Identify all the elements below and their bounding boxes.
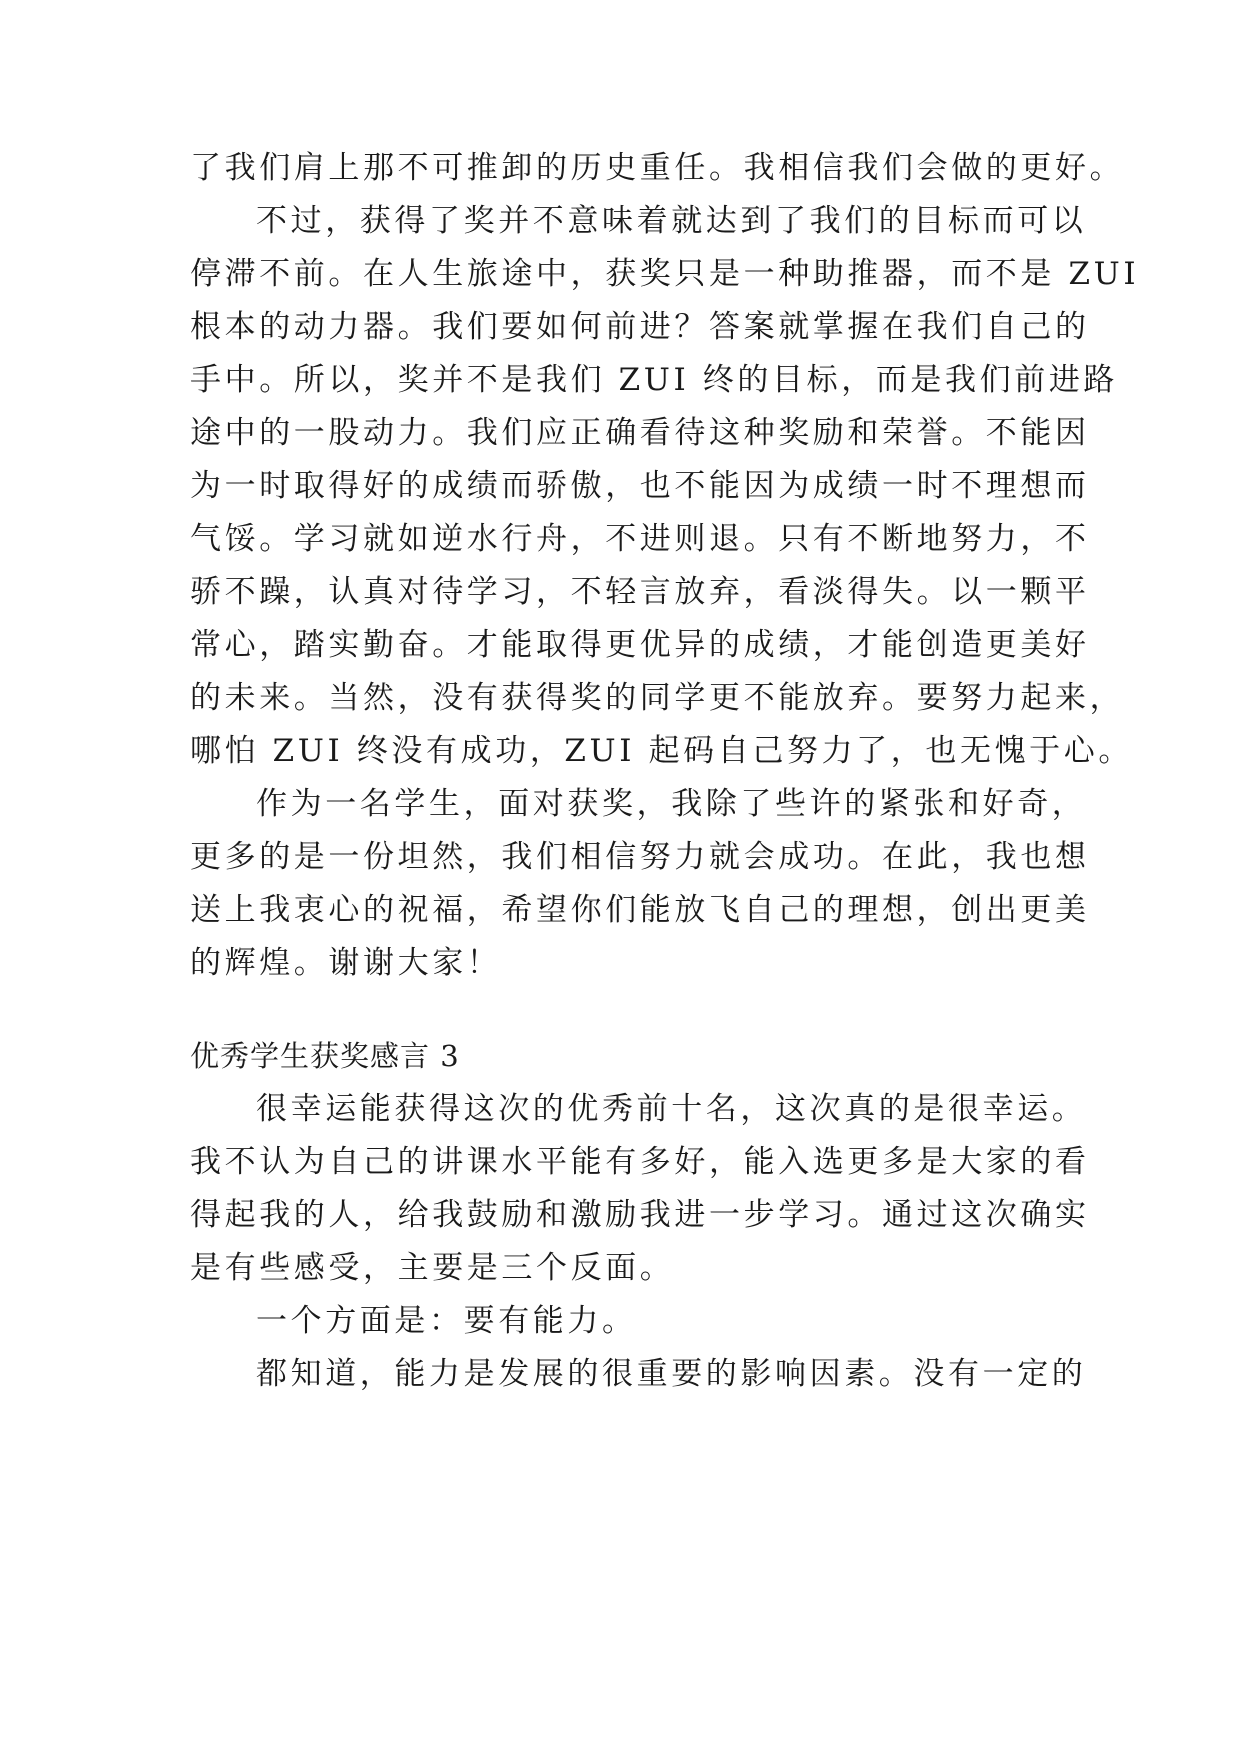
paragraph-first-line: 不过，获得了奖并不意味着就达到了我们的目标而可以 — [256, 203, 1087, 239]
body-text-line: 我不认为自己的讲课水平能有多好，能入选更多是大家的看 — [190, 1144, 1090, 1180]
body-text-line: 根本的动力器。我们要如何前进？答案就掌握在我们自己的 — [190, 309, 1090, 345]
body-text-line: 的辉煌。谢谢大家！ — [190, 945, 502, 981]
body-text-line: 骄不躁，认真对待学习，不轻言放弃，看淡得失。以一颗平 — [190, 574, 1090, 610]
body-text-line: 的未来。当然，没有获得奖的同学更不能放弃。要努力起来， — [190, 680, 1125, 716]
body-text-line: 送上我衷心的祝福，希望你们能放飞自己的理想，创出更美 — [190, 892, 1090, 928]
body-text-line: 是有些感受，主要是三个反面。 — [190, 1250, 675, 1286]
body-text-line: 哪怕 ZUI 终没有成功，ZUI 起码自己努力了，也无愧于心。 — [190, 733, 1133, 769]
body-text-line: 得起我的人，给我鼓励和激励我进一步学习。通过这次确实 — [190, 1197, 1090, 1233]
body-text-line: 停滞不前。在人生旅途中，获奖只是一种助推器，而不是 ZUI — [190, 256, 1140, 292]
body-text-line: 更多的是一份坦然，我们相信努力就会成功。在此，我也想 — [190, 839, 1090, 875]
body-text-line: 为一时取得好的成绩而骄傲，也不能因为成绩一时不理想而 — [190, 468, 1090, 504]
paragraph-first-line: 都知道，能力是发展的很重要的影响因素。没有一定的 — [256, 1356, 1087, 1392]
body-text-line: 途中的一股动力。我们应正确看待这种奖励和荣誉。不能因 — [190, 415, 1090, 451]
body-text-line: 常心，踏实勤奋。才能取得更优异的成绩，才能创造更美好 — [190, 627, 1090, 663]
body-text-line: 了我们肩上那不可推卸的历史重任。我相信我们会做的更好。 — [190, 150, 1125, 186]
paragraph-first-line: 很幸运能获得这次的优秀前十名，这次真的是很幸运。 — [256, 1091, 1087, 1127]
paragraph-first-line: 作为一名学生，面对获奖，我除了些许的紧张和好奇， — [256, 786, 1087, 822]
body-text-line: 手中。所以，奖并不是我们 ZUI 终的目标，而是我们前进路 — [190, 362, 1119, 398]
body-text-line: 气馁。学习就如逆水行舟，不进则退。只有不断地努力，不 — [190, 521, 1090, 557]
section-title: 优秀学生获奖感言 3 — [190, 1039, 460, 1073]
paragraph-first-line: 一个方面是：要有能力。 — [256, 1303, 637, 1339]
